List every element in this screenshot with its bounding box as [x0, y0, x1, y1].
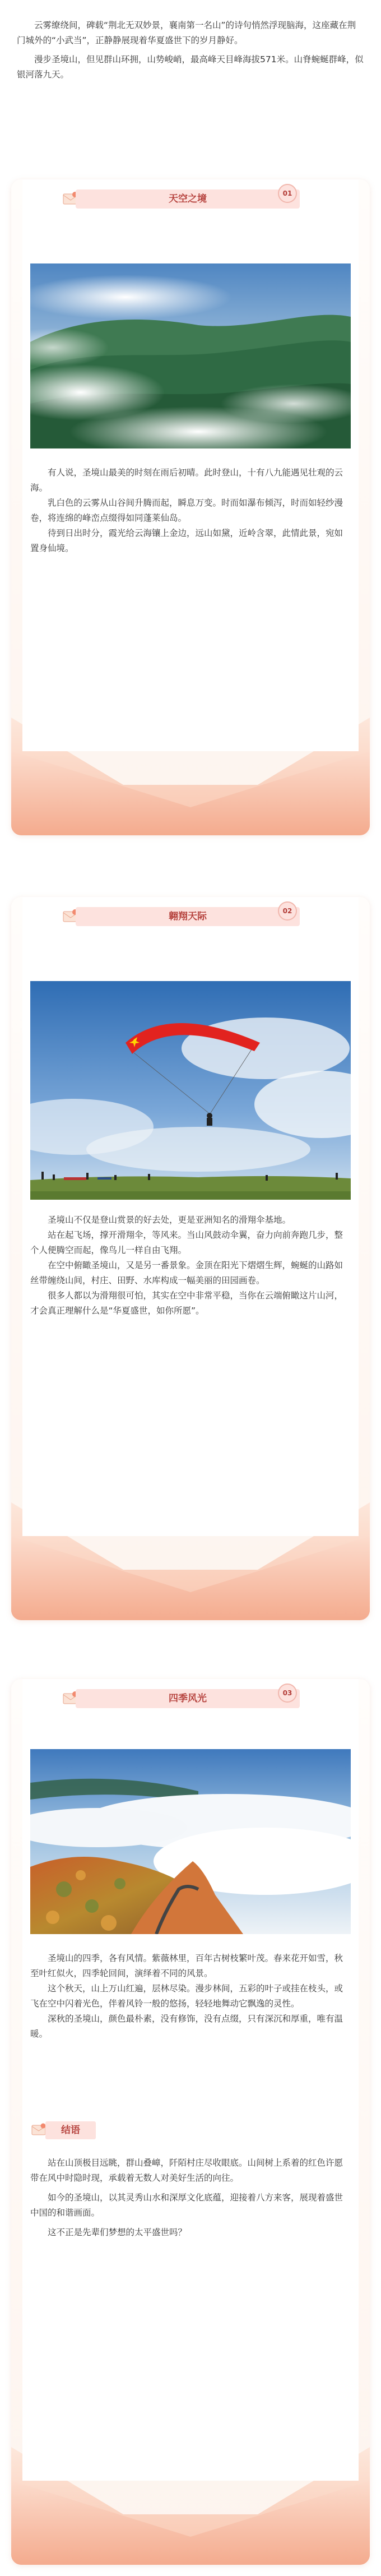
- paragraph: 乳白色的云雾从山谷间升腾而起，瞬息万变。时而如瀑布倾泻，时而如轻纱漫卷，将连绵的峰峦点缀得如同蓬莱仙岛。: [30, 498, 343, 523]
- ending-header: [31, 2119, 143, 2142]
- paragraph: 站在山顶极目远眺，群山叠嶂，阡陌村庄尽收眼底。山间树上系着的红色许愿带在风中时隐时现，承载着无数人对美好生活的向往。: [30, 2158, 343, 2183]
- paragraph: 圣境山不仅是登山赏景的好去处，更是亚洲知名的滑翔伞基地。: [48, 1215, 291, 1225]
- photo-sea-of-clouds: [30, 263, 351, 448]
- section-text: [30, 465, 351, 556]
- section-header-four-seasons: [62, 1684, 303, 1706]
- paragraph: 很多人都以为滑翔很可怕，其实在空中非常平稳，当你在云端俯瞰这片山河，才会真正理解什么是“华夏盛世，如你所愿”。: [30, 1291, 343, 1316]
- section-title: 翱翔天际: [169, 911, 207, 922]
- paragraph: 圣境山的四季，各有风情。紫薇林里，百年古树枝繁叶茂。春来花开如雪，秋至叶红似火，四季轮回间，演绎着不同的风景。: [30, 1953, 343, 1978]
- section-number: 01: [278, 184, 297, 203]
- paragraph: 这个秋天，山上万山红遍，层林尽染。漫步林间，五彩的叶子或挂在枝头，或飞在空中闪着光色，伴着风铃一般的悠扬，轻轻地舞动它飘逸的灵性。: [30, 1983, 343, 2009]
- section-header-sky: [62, 184, 303, 206]
- section-text: [30, 1213, 351, 1319]
- photo-autumn-mountains: [30, 1749, 351, 1934]
- intro-paragraph: 漫步圣境山，但见群山环拥，山势峻峭，最高峰天目峰海拔571米。山脊蜿蜒群峰，似银河落九天。: [17, 54, 364, 80]
- section-header-paragliding: [62, 901, 303, 924]
- paragraph: 待到日出时分，霞光给云海镶上金边，远山如黛，近岭含翠，此情此景，宛如置身仙境。: [30, 528, 343, 553]
- ending-text: [30, 2156, 351, 2240]
- paragraph: 站在起飞场，撑开滑翔伞，等风来。当山风鼓动伞翼，奋力向前奔跑几步，整个人便腾空而起，像鸟儿一样自由飞翔。: [30, 1230, 343, 1255]
- photo-paragliding: [30, 981, 351, 1200]
- paragraph: 深秋的圣境山，颜色最朴素，没有修饰，没有点缀，只有深沉和厚重，唯有温暖。: [30, 2014, 343, 2039]
- paragraph: 如今的圣境山，以其灵秀山水和深厚文化底蕴，迎接着八方来客，展现着盛世中国的和谐画面。: [30, 2193, 343, 2218]
- intro-text: [17, 18, 364, 86]
- paragraph: 在空中俯瞰圣境山，又是另一番景象。金顶在阳光下熠熠生辉，蜿蜒的山路如丝带缠绕山间，村庄、田野、水库构成一幅美丽的田园画卷。: [30, 1260, 343, 1285]
- paragraph: 这不正是先辈们梦想的太平盛世吗？: [48, 2227, 187, 2237]
- intro-paragraph: 云雾缭绕间，碑载“荆北无双妙景，襄南第一名山”的诗句悄然浮现脑海，这座藏在荆门城外的“小武当”，正静静展现着华夏盛世下的岁月静好。: [17, 20, 356, 45]
- section-number: 02: [278, 901, 297, 921]
- section-title: 天空之境: [169, 193, 207, 205]
- section-number: 03: [278, 1684, 297, 1703]
- section-title: 四季风光: [169, 1693, 207, 1704]
- ending-title: 结语: [61, 2125, 80, 2136]
- paragraph: 有人说，圣境山最美的时刻在雨后初晴。此时登山，十有八九能遇见壮观的云海。: [30, 468, 343, 493]
- section-text: [30, 1951, 351, 2042]
